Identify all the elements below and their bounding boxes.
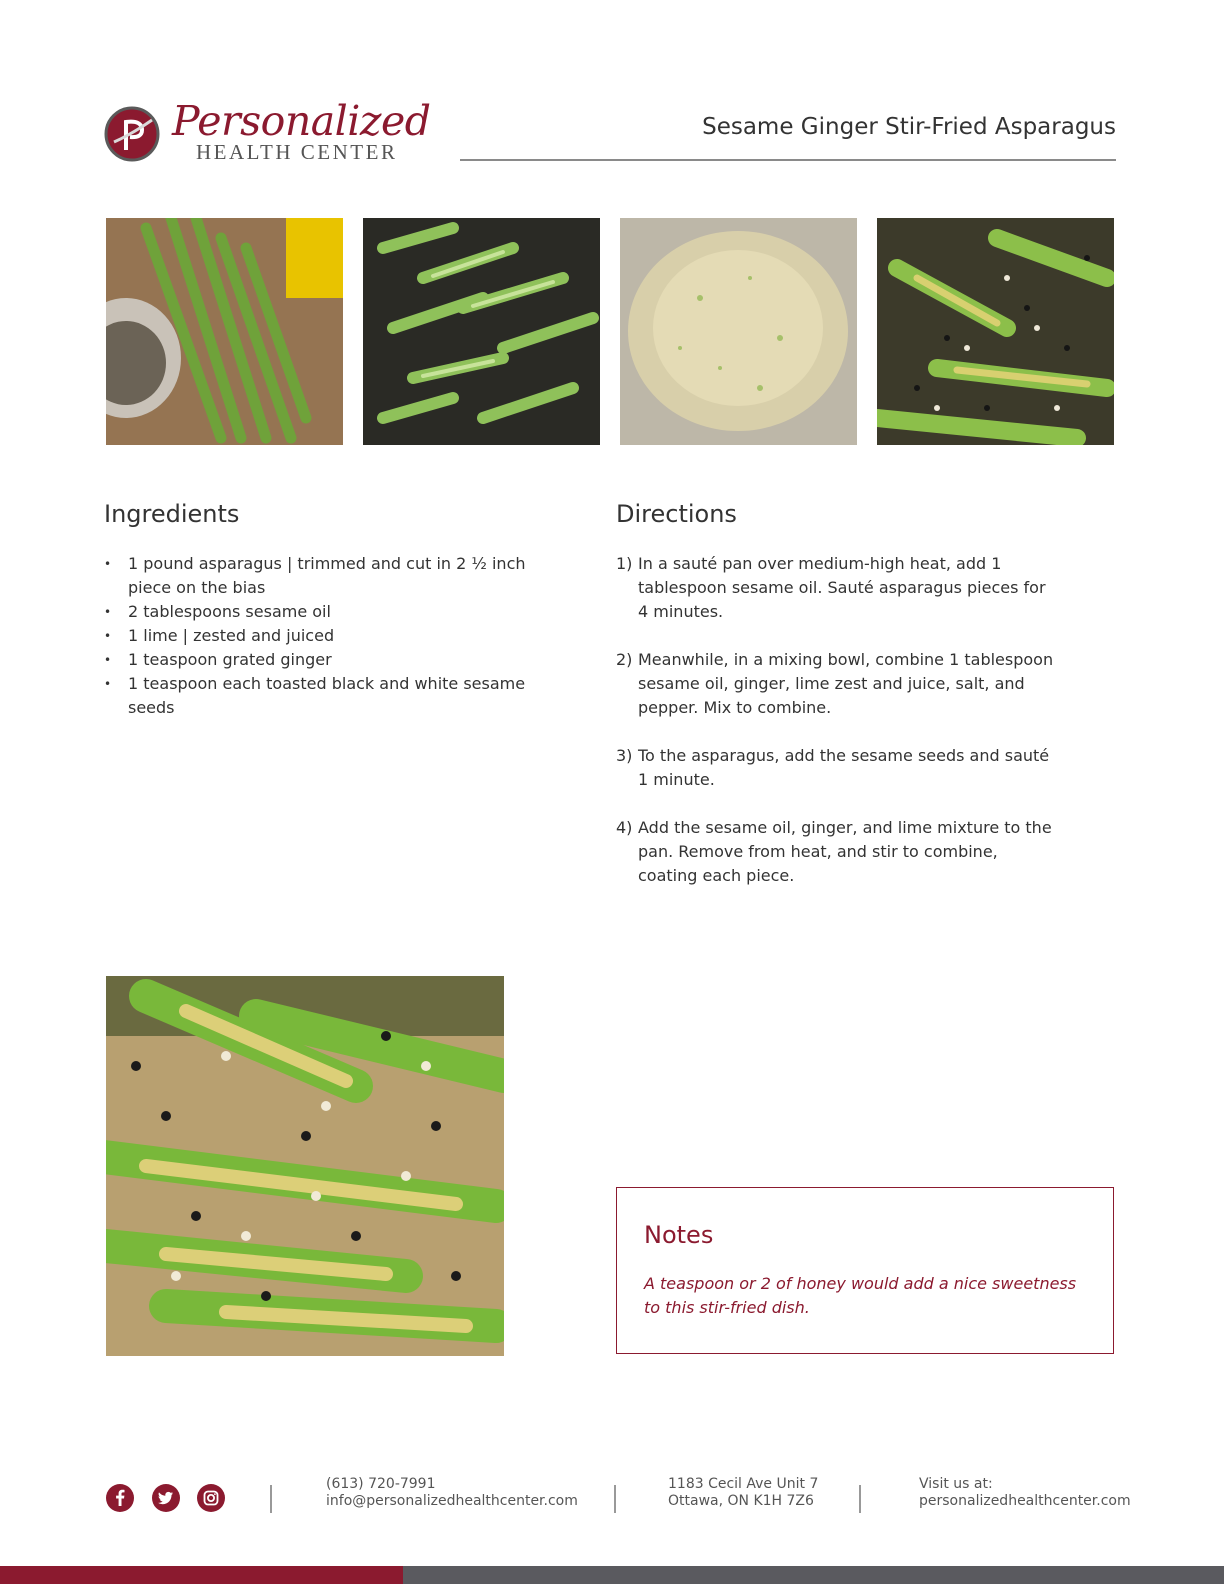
direction-step	[616, 552, 1056, 624]
notes-box	[616, 1187, 1114, 1354]
step-number: 3)	[616, 746, 633, 765]
list-item: • 1 teaspoon each toasted black and white sesame seeds	[104, 672, 564, 720]
recipe-title: Sesame Ginger Stir-Fried Asparagus	[702, 114, 1116, 140]
footer-website-link[interactable]: personalizedhealthcenter.com	[919, 1493, 1131, 1509]
footer-contact	[326, 1476, 578, 1510]
list-item: • 2 tablespoons sesame oil	[104, 600, 564, 624]
ingredients-heading: Ingredients	[104, 500, 240, 528]
direction-step	[616, 648, 1056, 720]
footer-divider	[614, 1485, 616, 1513]
list-item: • 1 teaspoon grated ginger	[104, 648, 564, 672]
photo-cut-asparagus	[363, 218, 600, 445]
logo	[104, 97, 431, 168]
footer-bar-accent	[0, 1566, 403, 1584]
footer-visit-label: Visit us at:	[919, 1476, 993, 1492]
notes-text: A teaspoon or 2 of honey would add a nice sweetness to this stir-fried dish.	[644, 1274, 1077, 1317]
logo-subtitle: HEALTH CENTER	[196, 140, 398, 164]
logo-mark-icon	[104, 106, 160, 162]
instagram-icon[interactable]	[197, 1484, 225, 1512]
directions-list	[616, 552, 1056, 912]
footer-email[interactable]: info@personalizedhealthcenter.com	[326, 1493, 578, 1509]
footer-address-line2: Ottawa, ON K1H 7Z6	[668, 1493, 814, 1509]
photo-dish-closeup	[106, 976, 504, 1356]
step-text: Add the sesame oil, ginger, and lime mixture to the pan. Remove from heat, and stir to combine, coating each piece.	[638, 818, 1052, 885]
ingredients-list	[104, 552, 564, 720]
list-item: • 1 pound asparagus | trimmed and cut in 2 ½ inch piece on the bias	[104, 552, 564, 600]
photo-finished-dish	[877, 218, 1114, 445]
footer-phone[interactable]: (613) 720-7991	[326, 1476, 436, 1492]
step-text: In a sauté pan over medium-high heat, add 1 tablespoon sesame oil. Sauté asparagus pieces for 4 minutes.	[638, 554, 1046, 621]
direction-step	[616, 816, 1056, 888]
step-number: 4)	[616, 818, 633, 837]
footer-divider	[859, 1485, 861, 1513]
title-rule	[460, 159, 1116, 161]
step-text: Meanwhile, in a mixing bowl, combine 1 tablespoon sesame oil, ginger, lime zest and juice, salt, and pepper. Mix to combine.	[638, 650, 1054, 717]
footer-address-line1: 1183 Cecil Ave Unit 7	[668, 1476, 819, 1492]
step-text: To the asparagus, add the sesame seeds and sauté 1 minute.	[638, 746, 1050, 789]
step-number: 2)	[616, 650, 633, 669]
list-item: • 1 lime | zested and juiced	[104, 624, 564, 648]
footer-visit	[919, 1476, 1131, 1510]
notes-heading: Notes	[644, 1221, 714, 1249]
photo-dressing	[620, 218, 857, 445]
photo-ingredients	[106, 218, 343, 445]
direction-step	[616, 744, 1056, 792]
footer-bar	[403, 1566, 1224, 1584]
footer-divider	[270, 1485, 272, 1513]
twitter-icon[interactable]	[152, 1484, 180, 1512]
footer-address	[668, 1476, 818, 1510]
directions-heading: Directions	[616, 500, 737, 528]
step-number: 1)	[616, 554, 633, 573]
logo-wordmark: Personalized	[172, 97, 431, 145]
facebook-icon[interactable]	[106, 1484, 134, 1512]
